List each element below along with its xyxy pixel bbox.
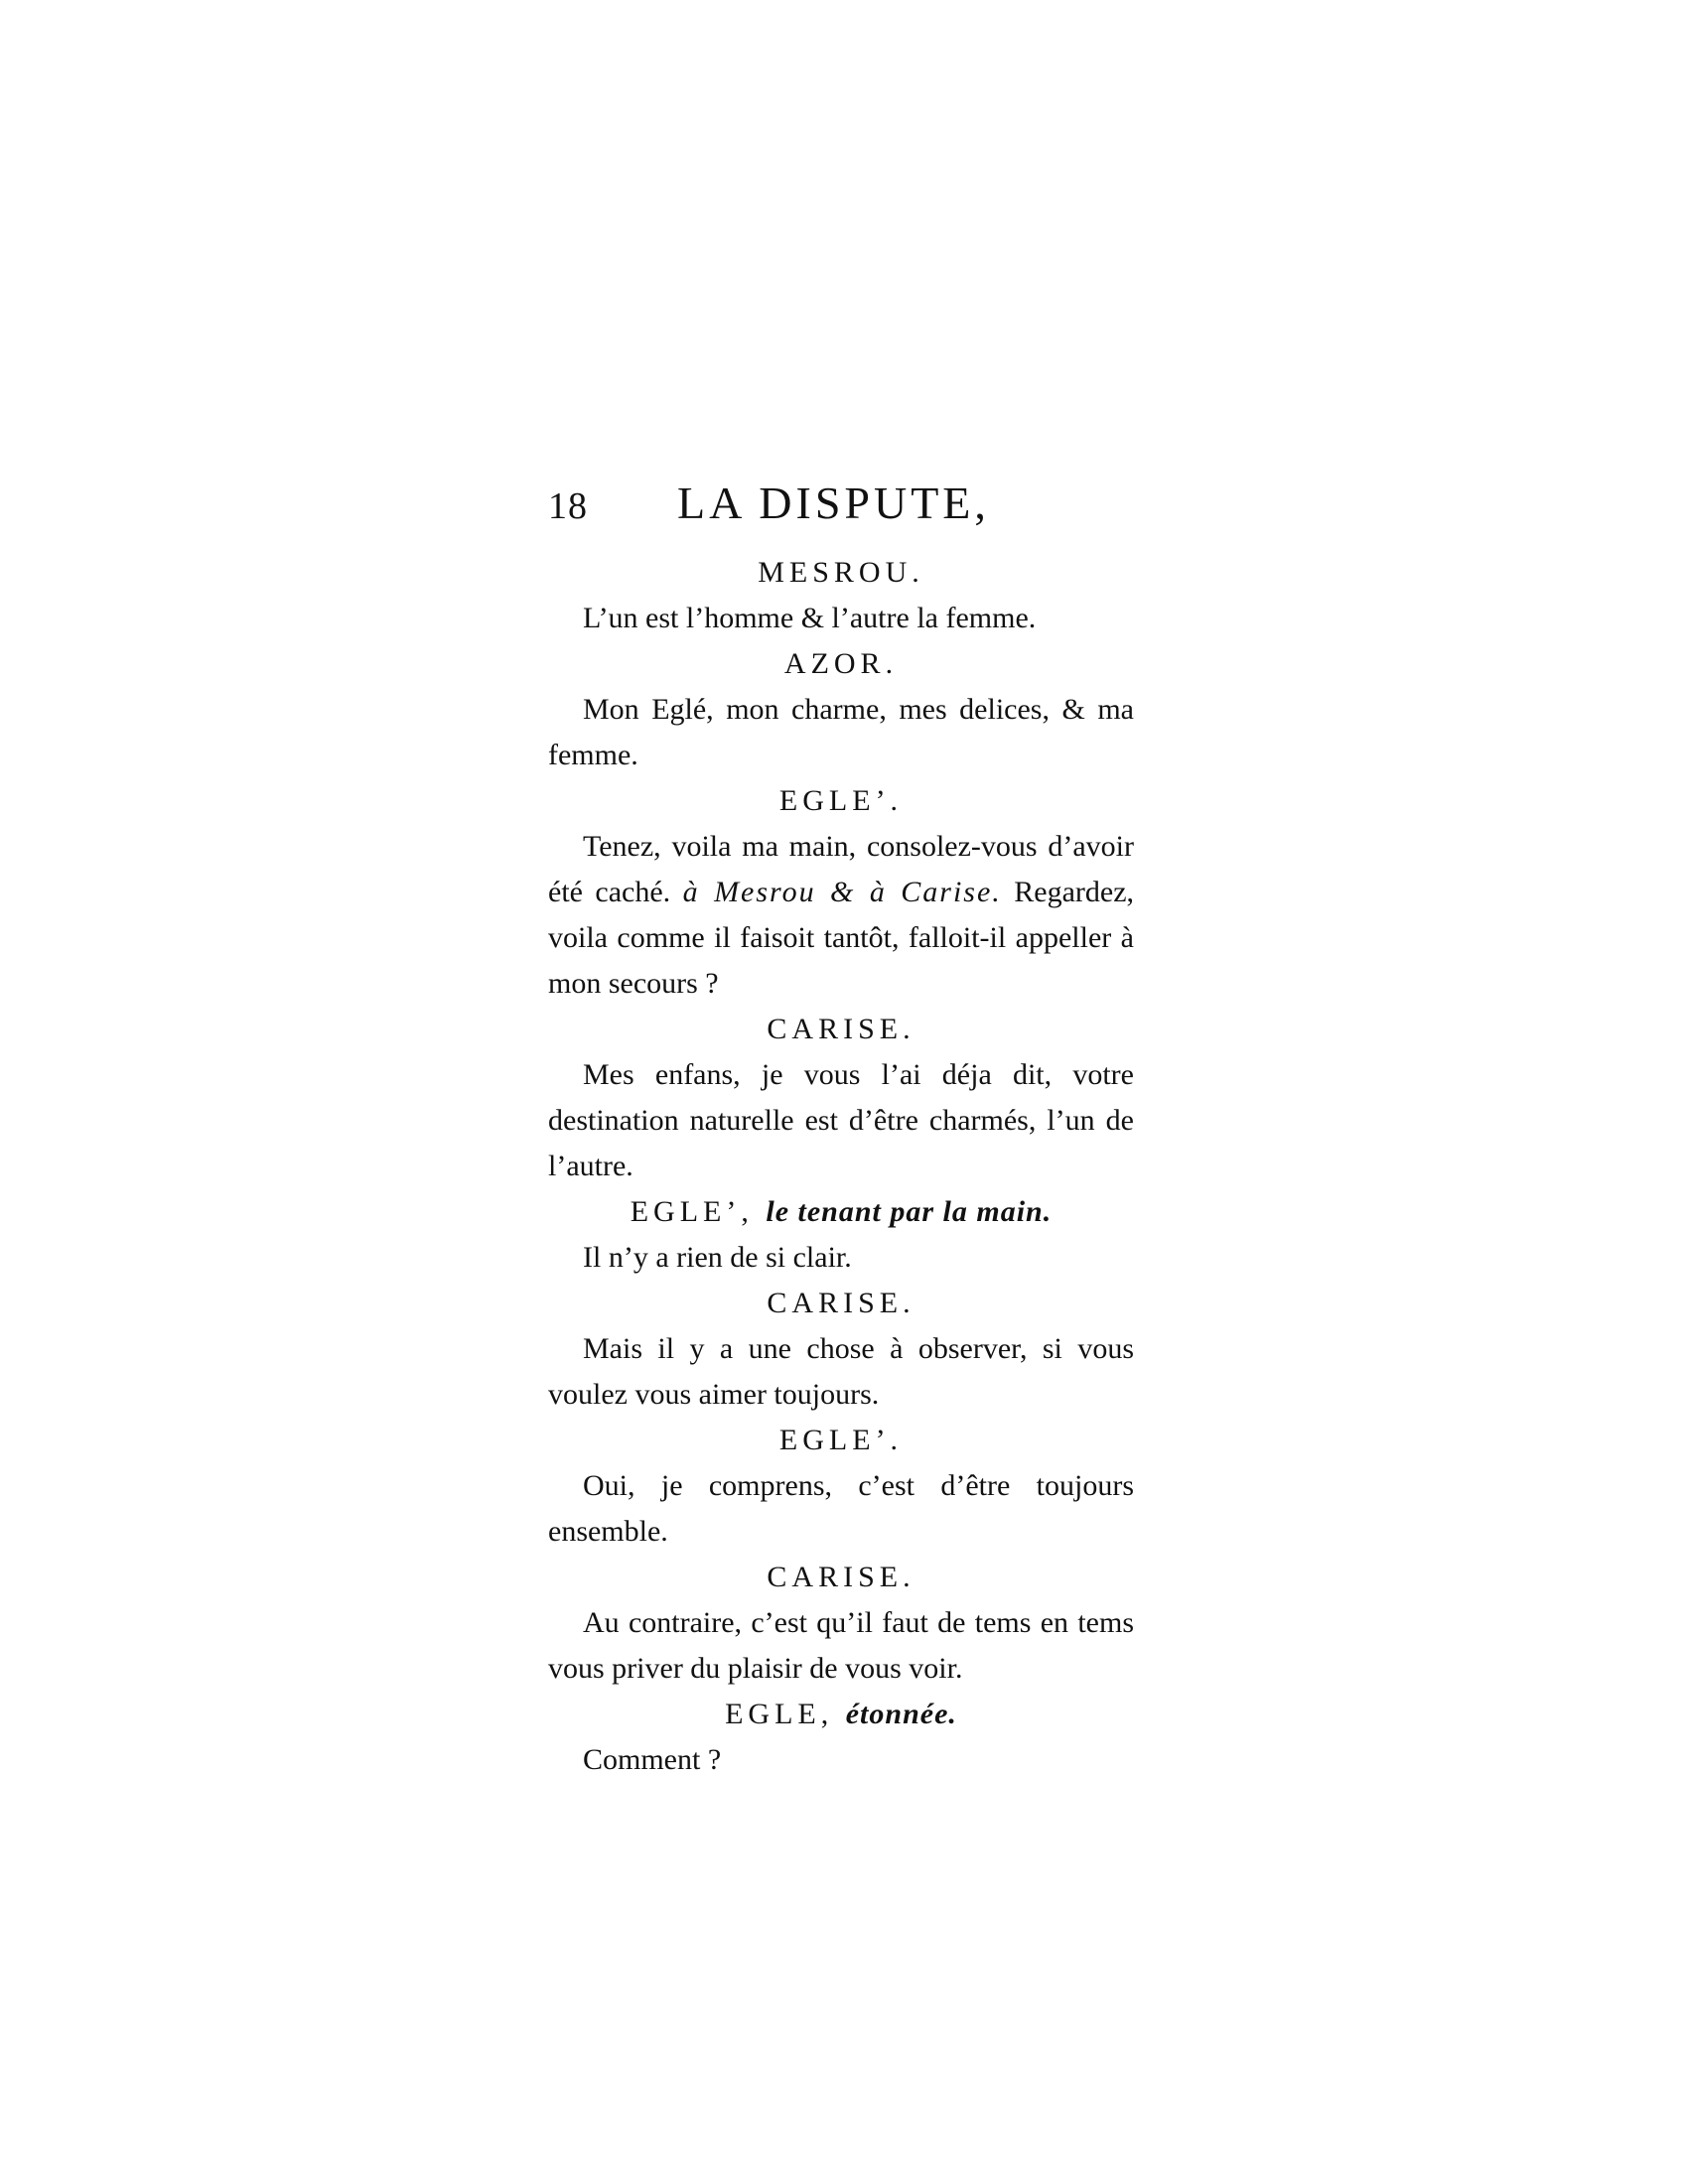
running-head <box>548 477 1134 546</box>
speech-text: Comment ? <box>583 1743 722 1776</box>
page-number: 18 <box>548 485 588 527</box>
stage-direction: le tenant par la main. <box>766 1195 1053 1228</box>
speech-text: Il n’y a rien de si clair. <box>583 1241 852 1274</box>
speech-text: Au contraire, c’est qu’il faut de tems en tems vous priver du plaisir de vous voir. <box>548 1606 1134 1685</box>
speaker-name: CARISE. <box>767 1287 915 1319</box>
speaker-name: AZOR. <box>783 647 899 680</box>
speaker-name: CARISE. <box>767 1561 915 1593</box>
stage-direction: étonnée. <box>845 1698 957 1730</box>
running-title: LA DISPUTE, <box>677 478 990 528</box>
stage-direction: à Mesrou & à Carise. <box>682 876 1002 908</box>
speech-text-continued: Regardez, voila comme il faisoit tantôt, falloit-il appeller à mon secours ? <box>548 876 1135 1000</box>
speech-text: Oui, je comprens, c’est d’être toujours ensemble. <box>548 1469 1134 1548</box>
speaker-name: CARISE. <box>767 1013 915 1045</box>
speaker-name: EGLE’, <box>630 1195 754 1228</box>
speech-text: L’un est l’homme & l’autre la femme. <box>583 602 1037 634</box>
speech-text: Tenez, voila ma main, consolez-vous d’avoir été caché. <box>548 830 1134 908</box>
speech-text: Mon Eglé, mon charme, mes delices, & ma femme. <box>548 693 1134 771</box>
speech-paragraph <box>548 824 1134 1007</box>
speaker-name: EGLE, <box>725 1698 834 1730</box>
speaker-name: EGLE’. <box>778 784 904 817</box>
speaker-line <box>548 1189 1134 1235</box>
speaker-line <box>548 1692 1134 1737</box>
speech-text: Mais il y a une chose à observer, si vous voulez vous aimer toujours. <box>548 1332 1134 1411</box>
speaker-name: MESROU. <box>758 556 924 589</box>
speech-text: Mes enfans, je vous l’ai déja dit, votre destination naturelle est d’être charmés, l’un de l’autre. <box>548 1058 1134 1182</box>
book-page <box>548 477 1134 1783</box>
speaker-name: EGLE’. <box>778 1424 904 1456</box>
